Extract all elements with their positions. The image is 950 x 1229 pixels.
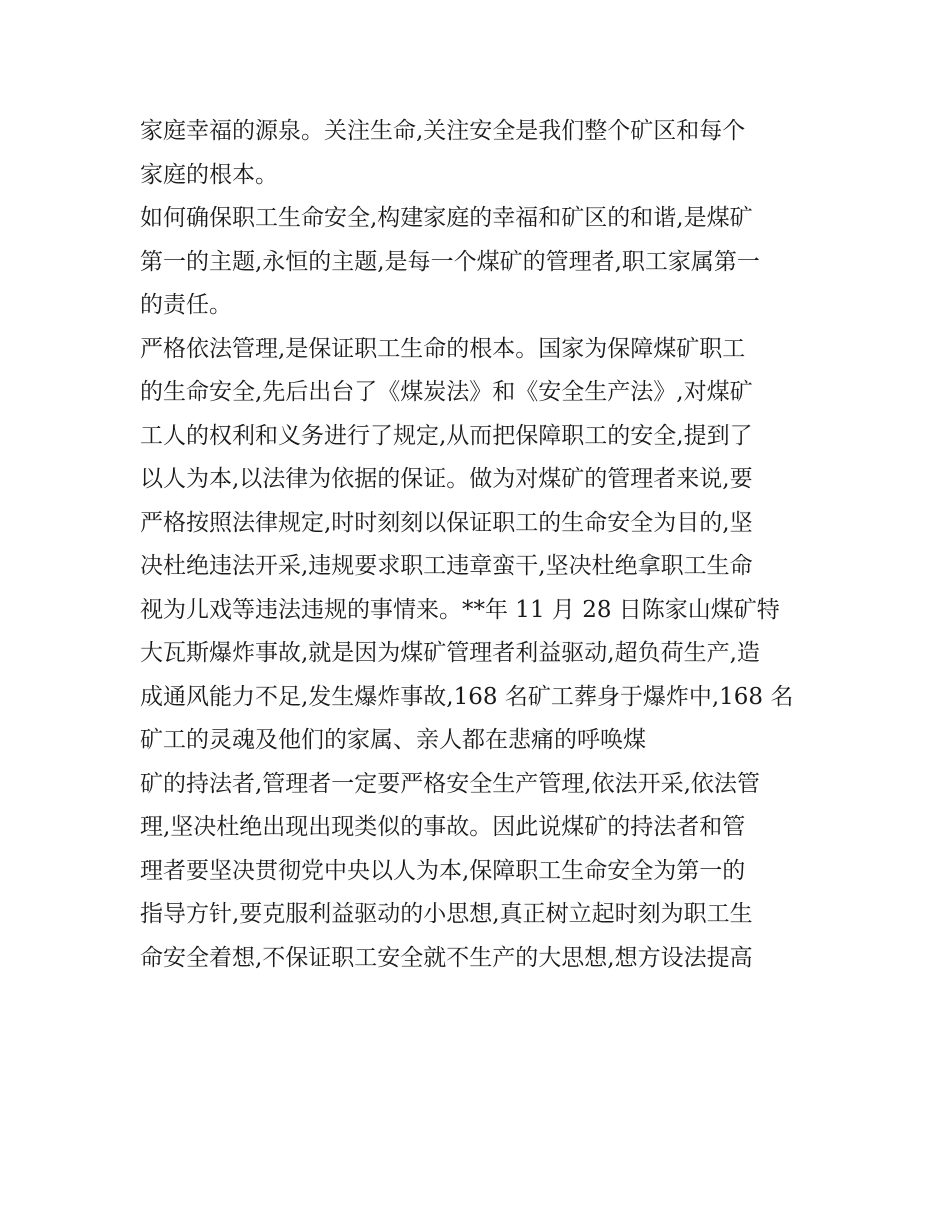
text-line: 指导方针,要克服利益驱动的小思想,真正树立起时刻为职工生 xyxy=(140,901,753,927)
text-line: 的责任。 xyxy=(140,292,232,318)
text-line: 如何确保职工生命安全,构建家庭的幸福和矿区的和谐,是煤矿 xyxy=(140,205,753,231)
text-line: 的生命安全,先后出台了《煤炭法》和《安全生产法》,对煤矿 xyxy=(140,379,753,405)
text-line: 第一的主题,永恒的主题,是每一个煤矿的管理者,职工家属第一 xyxy=(140,248,760,275)
text-line: 严格按照法律规定,时时刻刻以保证职工的生命安全为目的,坚 xyxy=(140,509,753,536)
text-line: 家庭幸福的源泉。关注生命,关注安全是我们整个矿区和每个 xyxy=(140,118,746,144)
text-line: 以人为本,以法律为依据的保证。做为对煤矿的管理者来说,要 xyxy=(140,466,753,492)
text-line: 决杜绝违法开采,违规要求职工违章蛮干,坚决杜绝拿职工生命 xyxy=(140,553,753,579)
text-line: 命安全着想,不保证职工安全就不生产的大思想,想方设法提高 xyxy=(140,944,753,971)
text-line: 视为儿戏等违法违规的事情来。**年 11 月 28 日陈家山煤矿特 xyxy=(140,596,780,623)
text-line: 工人的权利和义务进行了规定,从而把保障职工的安全,提到了 xyxy=(140,422,753,449)
text-line: 成通风能力不足,发生爆炸事故,168 名矿工葬身于爆炸中,168 名 xyxy=(140,683,794,710)
text-line: 矿的持法者,管理者一定要严格安全生产管理,依法开采,依法管 xyxy=(140,770,760,797)
text-line: 大瓦斯爆炸事故,就是因为煤矿管理者利益驱动,超负荷生产,造 xyxy=(140,640,760,666)
text-line: 理,坚决杜绝出现出现类似的事故。因此说煤矿的持法者和管 xyxy=(140,814,746,840)
text-line: 理者要坚决贯彻党中央以人为本,保障职工生命安全为第一的 xyxy=(140,857,746,884)
text-line: 严格依法管理,是保证职工生命的根本。国家为保障煤矿职工 xyxy=(140,335,746,362)
body-text xyxy=(140,110,820,980)
text-line: 矿工的灵魂及他们的家属、亲人都在悲痛的呼唤煤 xyxy=(140,727,646,753)
text-line: 家庭的根本。 xyxy=(140,161,278,188)
